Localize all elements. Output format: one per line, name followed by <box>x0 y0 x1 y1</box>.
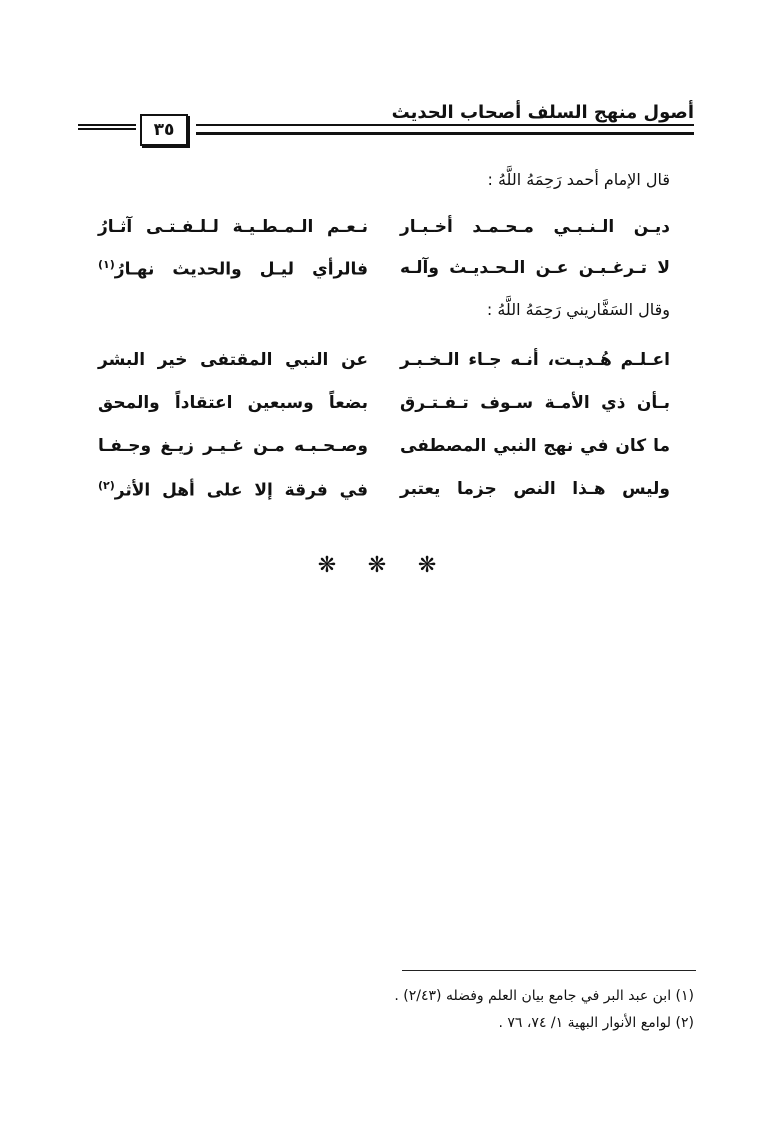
hemistich-text: عن النبي المقتفى خير البشر <box>98 350 368 370</box>
footnote-rule <box>402 970 696 971</box>
header-rule-left <box>78 124 136 130</box>
hemistich-text: بضعاً وسبعين اعتقاداً والمحق <box>98 393 368 413</box>
verse-second-hemistich <box>98 393 368 413</box>
section-separator: ❋ ❋ ❋ <box>317 553 449 578</box>
verse-first-hemistich: اعـلـم هُـديـت، أنـه جـاء الـخـبـر <box>400 350 670 370</box>
verse-line <box>98 217 670 253</box>
hemistich-text: في فرقة إلا على أهل الأثر <box>114 480 368 501</box>
intro-saffarini: وقال السَفَّاريني رَحِمَهُ اللَّهُ : <box>486 300 670 319</box>
verse-line <box>98 393 670 429</box>
verse-second-hemistich <box>98 217 368 237</box>
verse-line <box>98 350 670 386</box>
footnote-ref-2: (٢) <box>98 479 115 492</box>
verse-first-hemistich: ديـن الـنـبـي مـحـمـد أخـبـار <box>400 217 670 237</box>
verse-first-hemistich: بـأن ذي الأمـة سـوف تـفـتـرق <box>400 393 670 413</box>
verse-line <box>98 479 670 515</box>
hemistich-text: نـعـم الـمـطـيـة لـلـفـتـى آثـارُ <box>98 217 368 237</box>
hemistich-text: فالرأي ليـل والحديث نهـارُ <box>114 259 368 280</box>
running-head: أصول منهج السلف أصحاب الحديث <box>391 102 694 123</box>
verse-first-hemistich: لا تـرغـبـن عـن الـحـديـث وآلـه <box>400 258 670 278</box>
hemistich-text: وصـحـبـه مـن غـيـر زيـغ وجـفـا <box>98 436 368 456</box>
page-number: ٣٥ <box>140 114 188 146</box>
footnote-ref-1: (١) <box>98 258 115 271</box>
verse-second-hemistich <box>98 350 368 370</box>
verse-second-hemistich <box>98 436 368 456</box>
verse-first-hemistich: ما كان في نهج النبي المصطفى <box>400 436 670 456</box>
verse-line <box>98 258 670 294</box>
footnote-2: (٢) لوامع الأنوار البهية ١/ ٧٤، ٧٦ . <box>498 1015 694 1031</box>
intro-ahmad: قال الإمام أحمد رَحِمَهُ اللَّهُ : <box>487 170 670 189</box>
verse-first-hemistich: وليس هـذا النص جزما يعتبر <box>400 479 670 499</box>
footnote-1: (١) ابن عبد البر في جامع بيان العلم وفضله (٢/٤٣) . <box>394 988 694 1004</box>
verse-second-hemistich <box>98 258 368 280</box>
verse-line <box>98 436 670 472</box>
verse-second-hemistich <box>98 479 368 501</box>
header-rule-right <box>196 124 694 135</box>
